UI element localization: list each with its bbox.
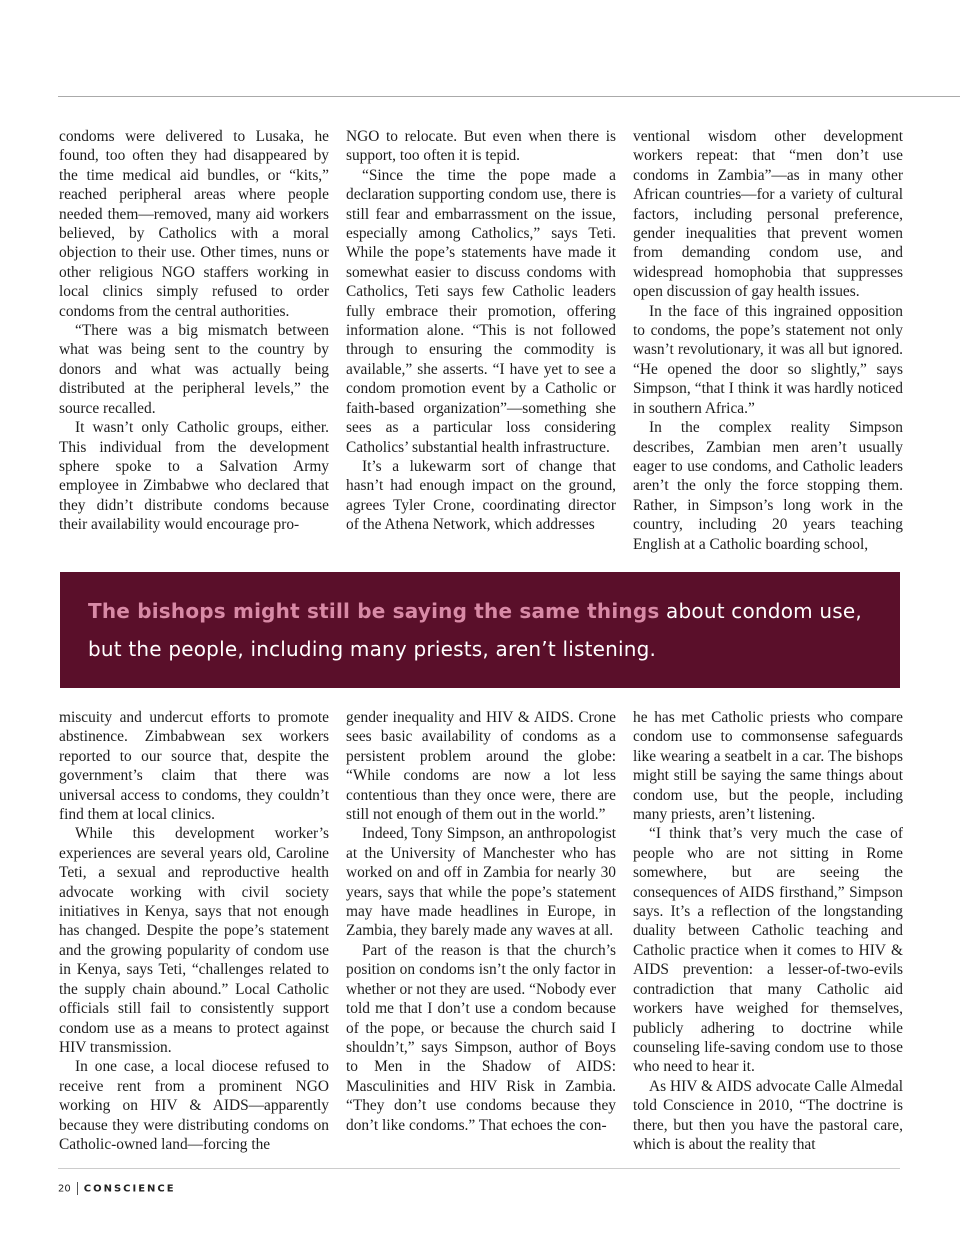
column-top-3: [633, 127, 903, 554]
paragraph: “There was a big mismatch between what was being sent to the country by donors and what was actually being distributed at the peripheral levels,” the source recalled.: [59, 322, 329, 417]
paragraph: miscuity and undercut efforts to promote abstinence. Zimbabwean sex workers reported to our source that, despite the government’s claim that there was universal access to condoms, they couldn’t find them at local clinics.: [59, 709, 329, 824]
paragraph: In one case, a local diocese refused to receive rent from a prominent NGO working on HIV & AIDS—apparently because they were distributing condoms on Catholic-owned land—forcing the: [59, 1058, 329, 1153]
paragraph: Indeed, Tony Simpson, an anthropologist at the University of Manchester who has worked on and off in Zambia for nearly 30 years, says that while the pope’s statement may have made headlines in Europe, in Zambia, they barely made any waves at all.: [346, 825, 616, 940]
column-bottom-2: [346, 708, 616, 1135]
paragraph: NGO to relocate. But even when there is support, too often it is tepid.: [346, 128, 616, 165]
paragraph: gender inequality and HIV & AIDS. Crone sees basic availability of condoms as a persistent problem around the globe: “While condoms are now a lot less contentious than they once were, there are still not enough of them out in the world.”: [346, 709, 616, 824]
folio-divider: [77, 1182, 78, 1195]
magazine-name: CONSCIENCE: [83, 1183, 176, 1195]
column-bottom-3: [633, 708, 903, 1154]
paragraph: It wasn’t only Catholic groups, either. This individual from the development sphere spoke to a Salvation Army employee in Zimbabwe who declared that they didn’t distribute condoms because their availability would encourage pro-: [59, 419, 329, 534]
column-bottom-1: [59, 708, 329, 1154]
header-rule: [58, 96, 960, 97]
column-top-2: [346, 127, 616, 535]
paragraph: Part of the reason is that the church’s position on condoms isn’t the only factor in whether or not they are used. “Nobody ever told me that I don’t use a condom because of the pope, or because the church said I shouldn’t,” says Simpson, author of Boys to Men in the Shadow of AIDS: Masculinities and HIV Risk in Zambia. “They don’t use condoms because they don’t like condoms.” That echoes the con-: [346, 941, 616, 1134]
pullquote-highlight: The bishops might still be saying the same things: [88, 599, 660, 623]
paragraph: While this development worker’s experiences are several years old, Caroline Teti, a sexual and reproductive health advocate working with civil society initiatives in Kenya, says that not enough has changed. Despite the pope’s statement and the growing popularity of condom use in Kenya, says Teti, “challenges related to the supply chain abound.” Local Catholic officials still fail to consistently support condom use as a means to protect against HIV transmission.: [59, 825, 329, 1056]
folio: [58, 1182, 176, 1195]
page-number: 20: [58, 1183, 71, 1195]
paragraph: In the complex reality Simpson describes, Zambian men aren’t usually eager to use condoms, and Catholic leaders aren’t the only the force stopping them. Rather, in Simpson’s long work in the country, including 20 years teaching English at a Catholic boarding school,: [633, 419, 903, 553]
paragraph: It’s a lukewarm sort of change that hasn’t had enough impact on the ground, agrees Tyler Crone, coordinating director of the Athena Network, which addresses: [346, 457, 616, 534]
pullquote: [88, 592, 888, 668]
paragraph: ventional wisdom other development workers repeat: that “men don’t use condoms in Zambia”—as in many other African countries—for a variety of cultural factors, including personal preference, gender inequalities that prevent women from demanding condom use, and widespread homophobia that suppresses open discussion of gay health issues.: [633, 128, 903, 301]
pullquote-rest: about condom use, but the people, including many priests, aren’t listening.: [88, 599, 862, 661]
paragraph: As HIV & AIDS advocate Calle Almedal told Conscience in 2010, “The doctrine is there, but then you have the pastoral care, which is about the reality that: [633, 1077, 903, 1153]
paragraph: “I think that’s very much the case of people who are not sitting in Rome somewhere, but are seeing the consequences of AIDS firsthand,” Simpson says. It’s a reflection of the longstanding duality between Catholic teaching and Catholic practice when it comes to HIV & AIDS prevention: a lesser-of-two-evils contradiction that many Catholic aid workers have weighed for themselves, publicly adhering to doctrine while counseling life-saving condom use to those who need to hear it.: [633, 825, 903, 1076]
column-top-1: [59, 127, 329, 535]
paragraph: he has met Catholic priests who compare condom use to commonsense safeguards like wearing a seatbelt in a car. The bishops might still be saying the same things about condom use, but the people, including many priests, aren’t listening.: [633, 709, 903, 824]
paragraph: “Since the time the pope made a declaration supporting condom use, there is still fear and embarrassment on the issue, especially among Catholics,” says Teti. While the pope’s statements have made it somewhat easier to discuss condoms with Catholics, Teti says few Catholic leaders fully embrace their promotion, offering information alone. “This is not followed through to ensuring the commodity is available,” she asserts. “I have yet to see a condom promotion event by a Catholic or faith-based organization”—something she sees as a particular loss considering Catholics’ substantial health infrastructure.: [346, 166, 616, 456]
paragraph: In the face of this ingrained opposition to condoms, the pope’s statement not only wasn’t revolutionary, it was all but ignored. “He opened the door so slightly,” says Simpson, “that I think it was hardly noticed in southern Africa.”: [633, 302, 903, 417]
paragraph: condoms were delivered to Lusaka, he found, too often they had disappeared by the time medical aid bundles, or “kits,” reached peripheral areas where people needed them—removed, many aid workers believed, by Catholics with a moral objection to their use. Other times, nuns or other religious NGO staffers working in local clinics simply refused to order condoms from the central authorities.: [59, 128, 329, 320]
footer-rule: [58, 1168, 900, 1169]
